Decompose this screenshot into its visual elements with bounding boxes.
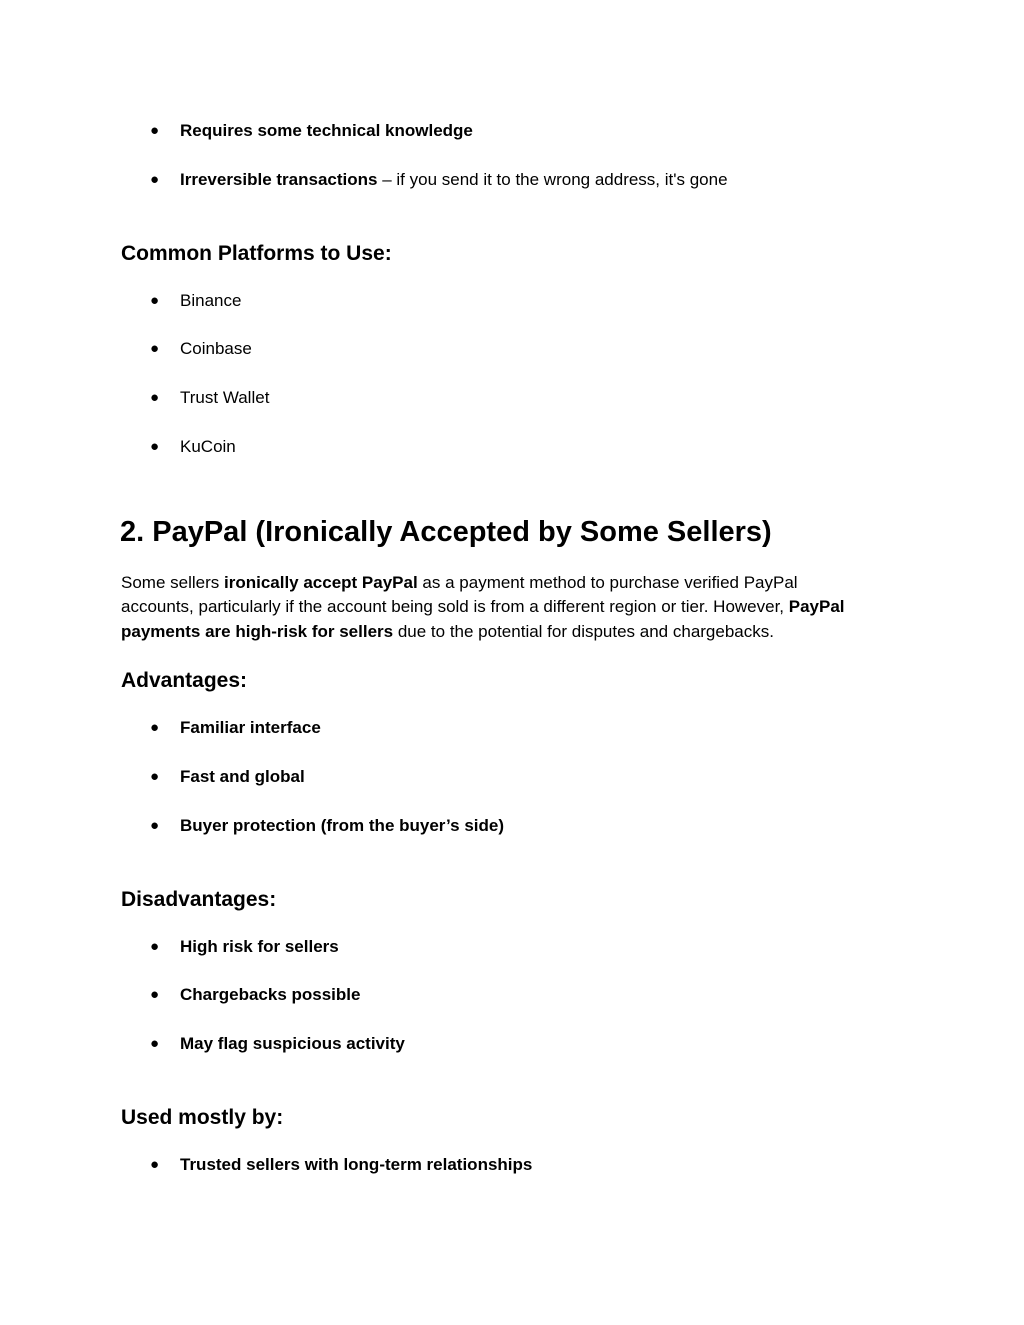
bullet-icon: ● [150,1156,160,1173]
bullet-icon: ● [150,340,160,357]
bullet-icon: ● [150,986,160,1003]
paragraph-line [121,620,774,644]
bullet-icon: ● [150,438,160,455]
list-item [150,1153,532,1177]
paragraph-text: Some sellers [121,573,224,592]
list-item [150,716,321,740]
bullet-icon: ● [150,389,160,406]
list-item [150,386,269,410]
list-item-bold-text: May flag suspicious activity [180,1034,405,1053]
paragraph-line [121,595,845,619]
paragraph-bold-text: payments are high-risk for sellers [121,622,394,641]
bullet-icon: ● [150,938,160,955]
list-item-text: Binance [180,291,242,310]
list-item [150,337,252,361]
list-item-bold-text: Chargebacks possible [180,985,361,1004]
list-item [150,983,360,1007]
list-item [150,435,236,459]
list-item-text: – if you send it to the wrong address, it's gone [377,170,728,189]
bullet-icon: ● [150,171,160,188]
paragraph-text: due to the potential for disputes and chargebacks. [393,622,774,641]
list-item-bold-text: Trusted sellers with long-term relationships [180,1155,533,1174]
section-heading-paypal: 2. PayPal (Ironically Accepted by Some Sellers) [120,516,772,548]
list-item [150,765,305,789]
paragraph-bold-text: PayPal [788,597,845,616]
bullet-icon: ● [150,817,160,834]
paragraph-text: as a payment method to purchase verified PayPal [417,573,798,592]
section-heading-used-by: Used mostly by: [121,1106,284,1129]
paragraph-text: accounts, particularly if the account being sold is from a different region or tier. However, [121,597,789,616]
list-item-bold-text: High risk for sellers [180,937,339,956]
bullet-icon: ● [150,1035,160,1052]
list-item-bold-text: Fast and global [180,767,305,786]
list-item [150,814,504,838]
section-heading-platforms: Common Platforms to Use: [121,242,392,265]
section-heading-disadvantages: Disadvantages: [121,888,277,911]
list-item-text: Coinbase [180,339,252,358]
bullet-icon: ● [150,292,160,309]
list-item-bold-text: Requires some technical knowledge [180,121,473,140]
paragraph-bold-text: ironically accept PayPal [223,573,418,592]
list-item [150,289,241,313]
bullet-icon: ● [150,768,160,785]
list-item-bold-text: Familiar interface [180,718,321,737]
list-item-bold-text: Irreversible transactions [180,170,378,189]
section-heading-advantages: Advantages: [121,669,248,692]
list-item-text: Trust Wallet [180,388,270,407]
list-item [150,168,728,192]
paragraph-line [121,571,798,595]
list-item-text: KuCoin [180,437,236,456]
list-item-bold-text: Buyer protection (from the buyer’s side) [180,816,504,835]
bullet-icon: ● [150,719,160,736]
bullet-icon: ● [150,122,160,139]
list-item [150,935,339,959]
list-item [150,119,473,143]
list-item [150,1032,405,1056]
